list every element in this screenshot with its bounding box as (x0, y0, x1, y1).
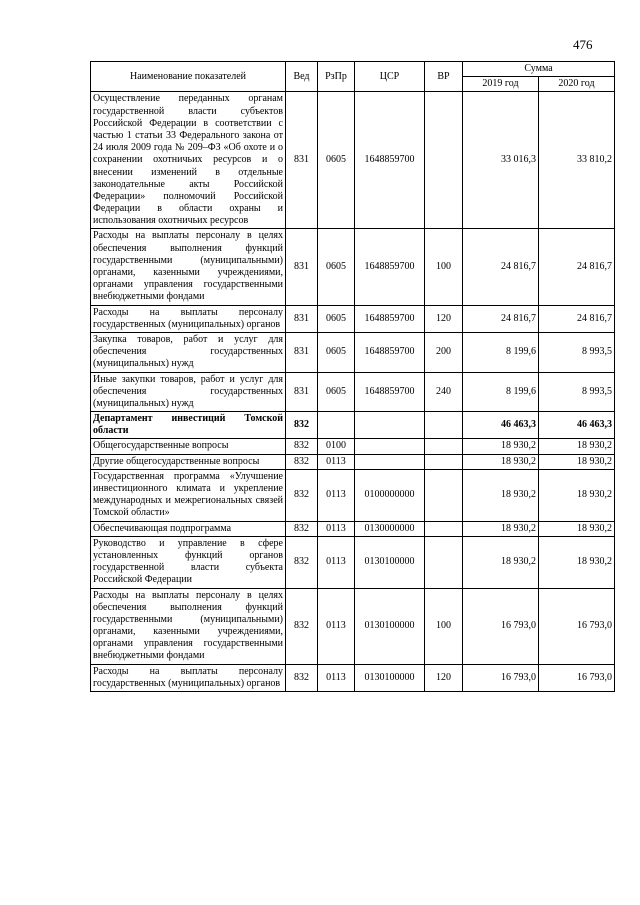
row-ved: 832 (286, 439, 318, 454)
row-sum-2019: 8 199,6 (463, 372, 539, 412)
row-rzpr: 0113 (318, 454, 355, 469)
row-rzpr: 0113 (318, 521, 355, 536)
row-sum-2020: 18 930,2 (539, 454, 615, 469)
row-sum-2019: 16 793,0 (463, 588, 539, 664)
header-year-2020: 2020 год (539, 77, 615, 92)
row-sum-2019: 24 816,7 (463, 229, 539, 305)
row-vr (425, 454, 463, 469)
row-sum-2019: 33 016,3 (463, 92, 539, 229)
row-sum-2020: 16 793,0 (539, 664, 615, 691)
row-csr: 0100000000 (355, 469, 425, 521)
table-body (91, 92, 615, 692)
row-sum-2020: 18 930,2 (539, 536, 615, 588)
row-vr: 120 (425, 664, 463, 691)
table-row (91, 439, 615, 454)
table-row (91, 469, 615, 521)
row-vr (425, 439, 463, 454)
row-sum-2020: 8 993,5 (539, 332, 615, 372)
row-sum-2019: 16 793,0 (463, 664, 539, 691)
row-ved: 831 (286, 372, 318, 412)
row-csr (355, 454, 425, 469)
row-ved: 832 (286, 412, 318, 439)
table-row (91, 372, 615, 412)
table-row (91, 521, 615, 536)
row-ved: 832 (286, 521, 318, 536)
row-sum-2020: 18 930,2 (539, 439, 615, 454)
row-rzpr: 0100 (318, 439, 355, 454)
row-sum-2019: 46 463,3 (463, 412, 539, 439)
row-rzpr: 0113 (318, 588, 355, 664)
row-sum-2019: 18 930,2 (463, 454, 539, 469)
row-csr: 0130100000 (355, 536, 425, 588)
row-vr: 120 (425, 305, 463, 332)
row-name: Расходы на выплаты персоналу государственных (муниципальных) органов (91, 664, 286, 691)
row-vr (425, 469, 463, 521)
table-row (91, 454, 615, 469)
row-name: Закупка товаров, работ и услуг для обеспечения государственных (муниципальных) нужд (91, 332, 286, 372)
row-csr: 1648859700 (355, 229, 425, 305)
row-vr: 100 (425, 229, 463, 305)
row-sum-2020: 18 930,2 (539, 469, 615, 521)
row-csr: 1648859700 (355, 372, 425, 412)
row-csr: 0130000000 (355, 521, 425, 536)
row-csr: 1648859700 (355, 92, 425, 229)
row-csr: 1648859700 (355, 305, 425, 332)
row-vr (425, 92, 463, 229)
row-name: Департамент инвестиций Томской области (91, 412, 286, 439)
table-row (91, 588, 615, 664)
row-sum-2019: 18 930,2 (463, 521, 539, 536)
row-name: Обеспечивающая подпрограмма (91, 521, 286, 536)
row-vr (425, 412, 463, 439)
row-sum-2020: 24 816,7 (539, 229, 615, 305)
row-name: Расходы на выплаты персоналу государственных (муниципальных) органов (91, 305, 286, 332)
row-sum-2019: 24 816,7 (463, 305, 539, 332)
row-name: Расходы на выплаты персоналу в целях обеспечения выполнения функций государственными (муниципальными) органами, казенными учреждениями, органами управления государственными внебюджетными фондами (91, 588, 286, 664)
row-csr: 0130100000 (355, 664, 425, 691)
header-sum: Сумма (463, 62, 615, 77)
row-vr: 240 (425, 372, 463, 412)
table-row (91, 92, 615, 229)
table-row (91, 664, 615, 691)
header-csr: ЦСР (355, 62, 425, 92)
page-number: 476 (573, 37, 593, 52)
row-sum-2020: 46 463,3 (539, 412, 615, 439)
row-ved: 831 (286, 229, 318, 305)
row-ved: 832 (286, 469, 318, 521)
row-vr: 200 (425, 332, 463, 372)
row-sum-2020: 8 993,5 (539, 372, 615, 412)
row-ved: 831 (286, 332, 318, 372)
table-row (91, 229, 615, 305)
row-ved: 831 (286, 92, 318, 229)
row-vr (425, 521, 463, 536)
row-sum-2019: 18 930,2 (463, 469, 539, 521)
row-rzpr: 0113 (318, 536, 355, 588)
table-row (91, 536, 615, 588)
header-vr: ВР (425, 62, 463, 92)
row-ved: 832 (286, 536, 318, 588)
row-sum-2020: 16 793,0 (539, 588, 615, 664)
row-name: Другие общегосударственные вопросы (91, 454, 286, 469)
row-rzpr: 0113 (318, 664, 355, 691)
row-name: Расходы на выплаты персоналу в целях обеспечения выполнения функций государственными (муниципальными) органами, казенными учреждениями, органами управления государственными внебюджетными фондами (91, 229, 286, 305)
row-ved: 832 (286, 664, 318, 691)
row-name: Государственная программа «Улучшение инвестиционного климата и укрепление международных и межрегиональных связей Томской области» (91, 469, 286, 521)
budget-table (90, 61, 615, 692)
row-name: Общегосударственные вопросы (91, 439, 286, 454)
row-sum-2020: 33 810,2 (539, 92, 615, 229)
header-year-2019: 2019 год (463, 77, 539, 92)
row-name: Иные закупки товаров, работ и услуг для обеспечения государственных (муниципальных) нужд (91, 372, 286, 412)
row-sum-2019: 18 930,2 (463, 439, 539, 454)
header-name: Наименование показателей (91, 62, 286, 92)
table-header (91, 62, 615, 92)
header-rzpr: РзПр (318, 62, 355, 92)
row-csr: 1648859700 (355, 332, 425, 372)
row-rzpr (318, 412, 355, 439)
row-rzpr: 0113 (318, 469, 355, 521)
row-vr: 100 (425, 588, 463, 664)
row-sum-2019: 8 199,6 (463, 332, 539, 372)
row-vr (425, 536, 463, 588)
table-row (91, 332, 615, 372)
row-rzpr: 0605 (318, 305, 355, 332)
row-csr (355, 439, 425, 454)
row-csr: 0130100000 (355, 588, 425, 664)
row-sum-2020: 24 816,7 (539, 305, 615, 332)
row-rzpr: 0605 (318, 372, 355, 412)
header-ved: Вед (286, 62, 318, 92)
row-rzpr: 0605 (318, 229, 355, 305)
row-rzpr: 0605 (318, 92, 355, 229)
row-csr (355, 412, 425, 439)
row-sum-2020: 18 930,2 (539, 521, 615, 536)
table-row (91, 412, 615, 439)
row-ved: 832 (286, 454, 318, 469)
table-row (91, 305, 615, 332)
row-name: Руководство и управление в сфере установленных функций органов государственной власти субъекта Российской Федерации (91, 536, 286, 588)
row-ved: 831 (286, 305, 318, 332)
row-rzpr: 0605 (318, 332, 355, 372)
row-sum-2019: 18 930,2 (463, 536, 539, 588)
row-name: Осуществление переданных органам государственной власти субъектов Российской Федерации в соответствии с частью 1 статьи 33 Федерального закона от 24 июля 2009 года № 209–ФЗ «Об охоте и о сохранении охотничьих ресурсов и о внесении изменений в отдельные законодательные акты Российской Федерации» полномочий Российской Федерации в области охраны и использования охотничьих ресурсов (91, 92, 286, 229)
row-ved: 832 (286, 588, 318, 664)
